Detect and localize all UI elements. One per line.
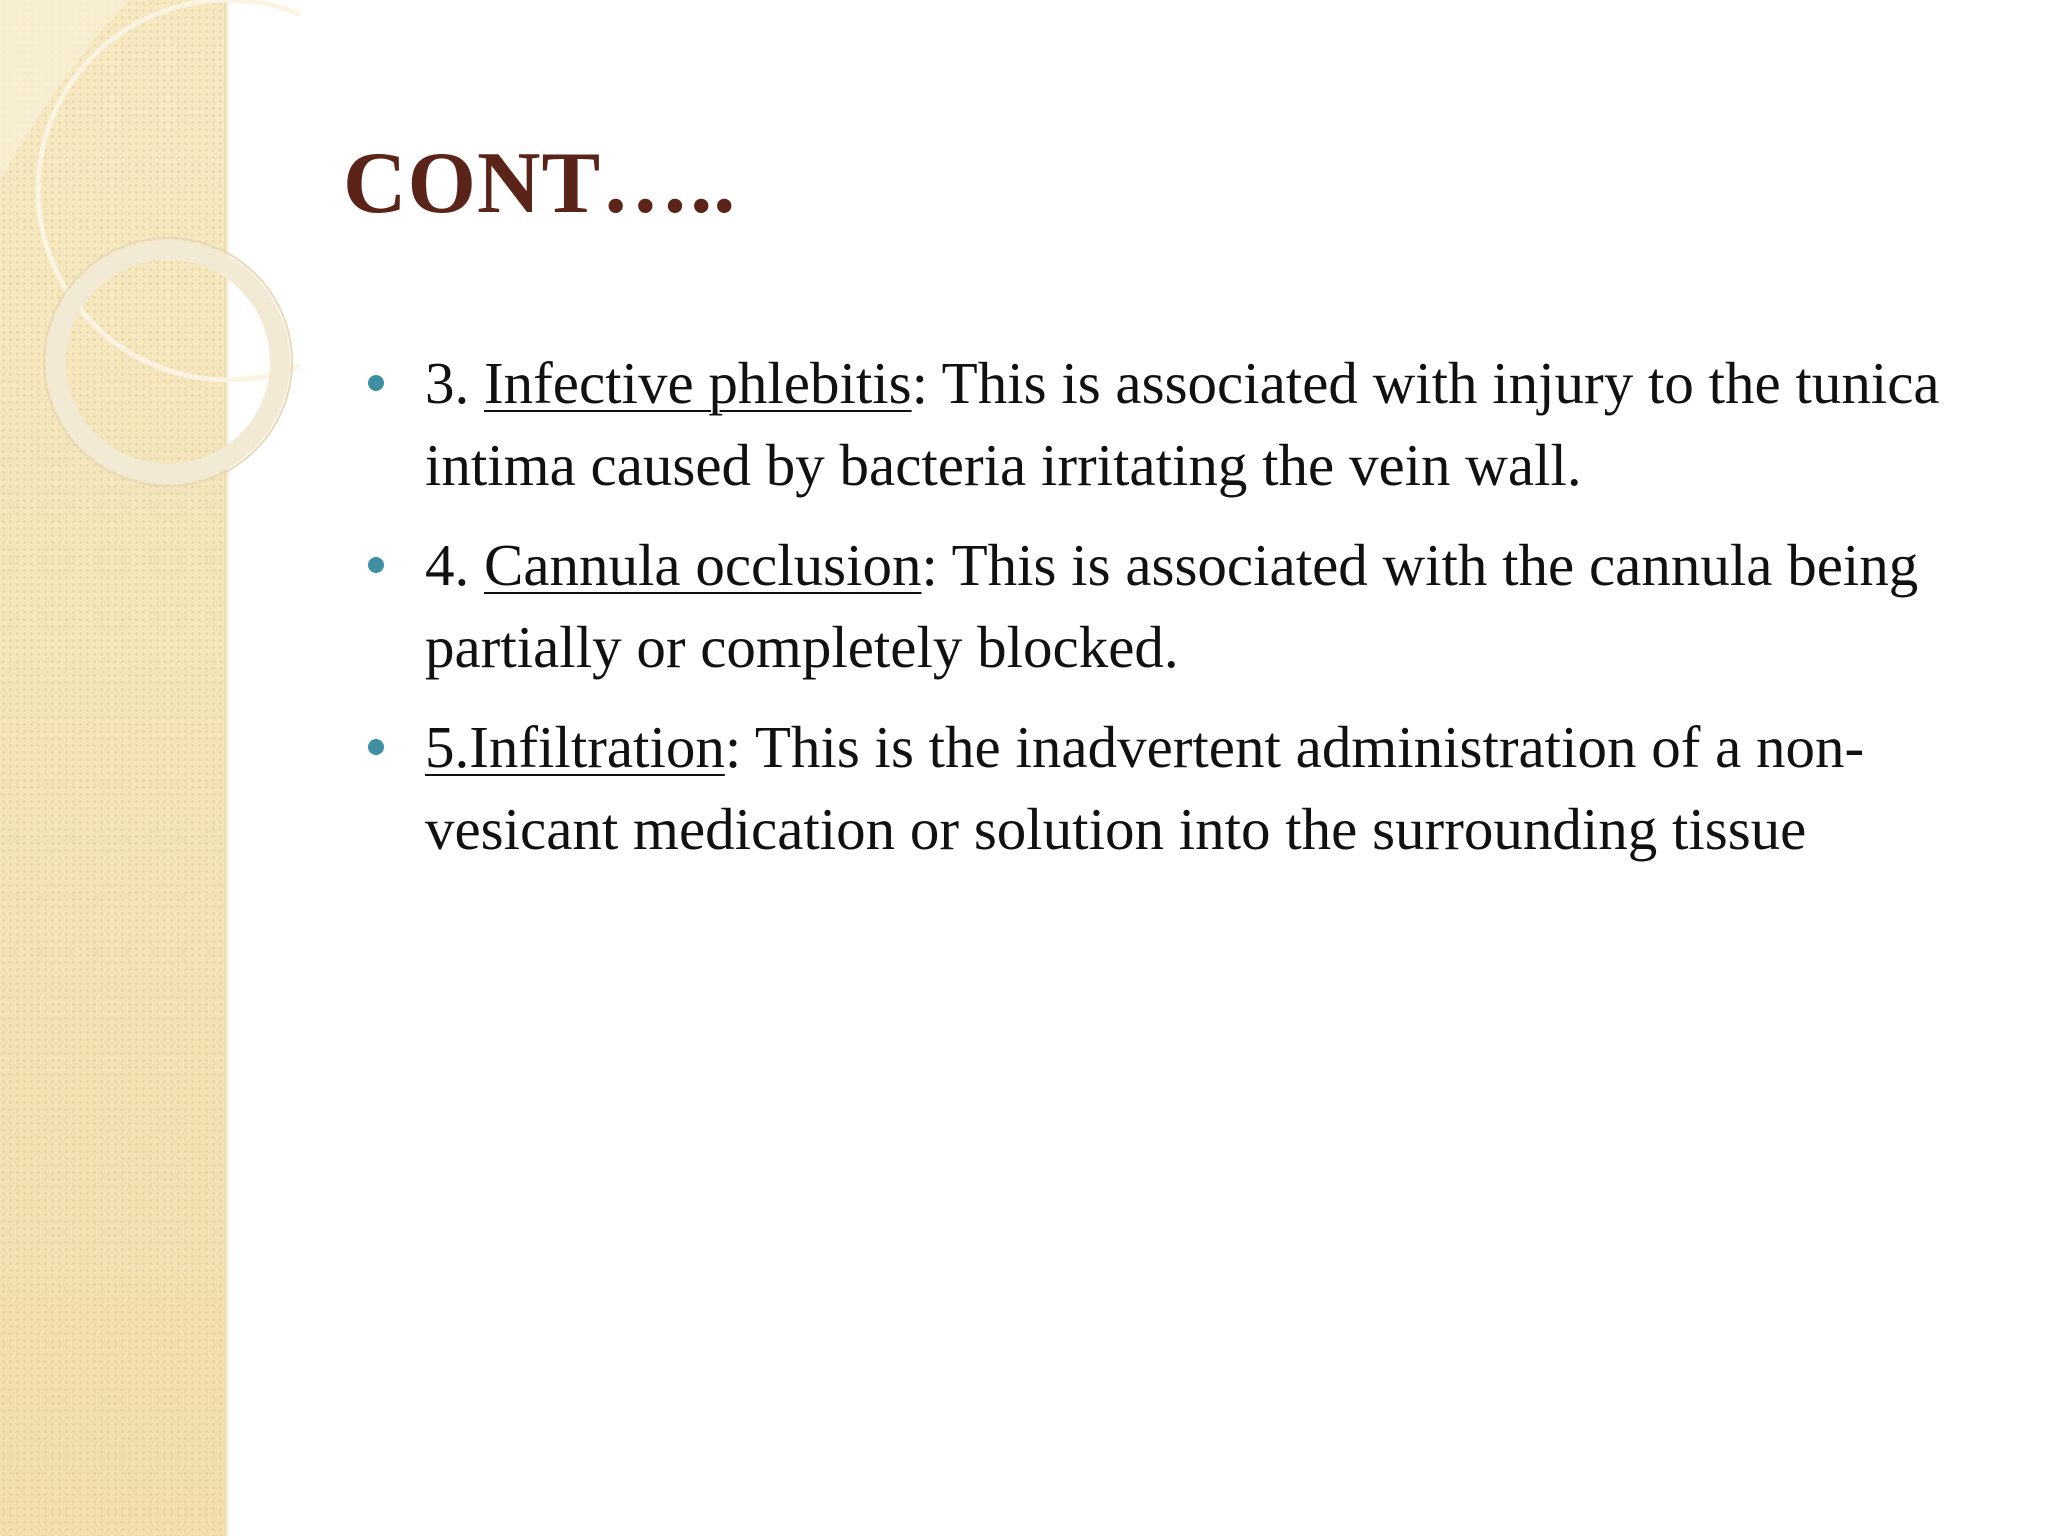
bullet-number: 3. <box>425 350 484 416</box>
bullet-list <box>365 342 2005 888</box>
decorative-rings-graphic <box>0 0 300 520</box>
slide-title: CONT….. <box>343 135 737 232</box>
bullet-term: Infective phlebitis <box>484 350 912 416</box>
bullet-number: 4. <box>425 532 484 598</box>
bullet-text: : This is the inadvertent administration of a non-vesicant medication or solution into the surrounding tissue <box>425 714 1865 862</box>
bullet-item-cannula-occlusion <box>365 524 2005 688</box>
bullet-term: Cannula occlusion <box>484 532 922 598</box>
bullet-text: : This is associated with the cannula being partially or completely blocked. <box>425 532 1919 680</box>
bullet-dot-icon <box>368 375 384 391</box>
bullet-item-infective-phlebitis <box>365 342 2005 506</box>
bullet-text: : This is associated with injury to the tunica intima caused by bacteria irritating the vein wall. <box>425 350 1940 498</box>
bullet-term: 5.Infiltration <box>425 714 725 780</box>
bullet-dot-icon <box>368 557 384 573</box>
bullet-dot-icon <box>368 739 384 755</box>
bullet-item-infiltration <box>365 706 2005 870</box>
